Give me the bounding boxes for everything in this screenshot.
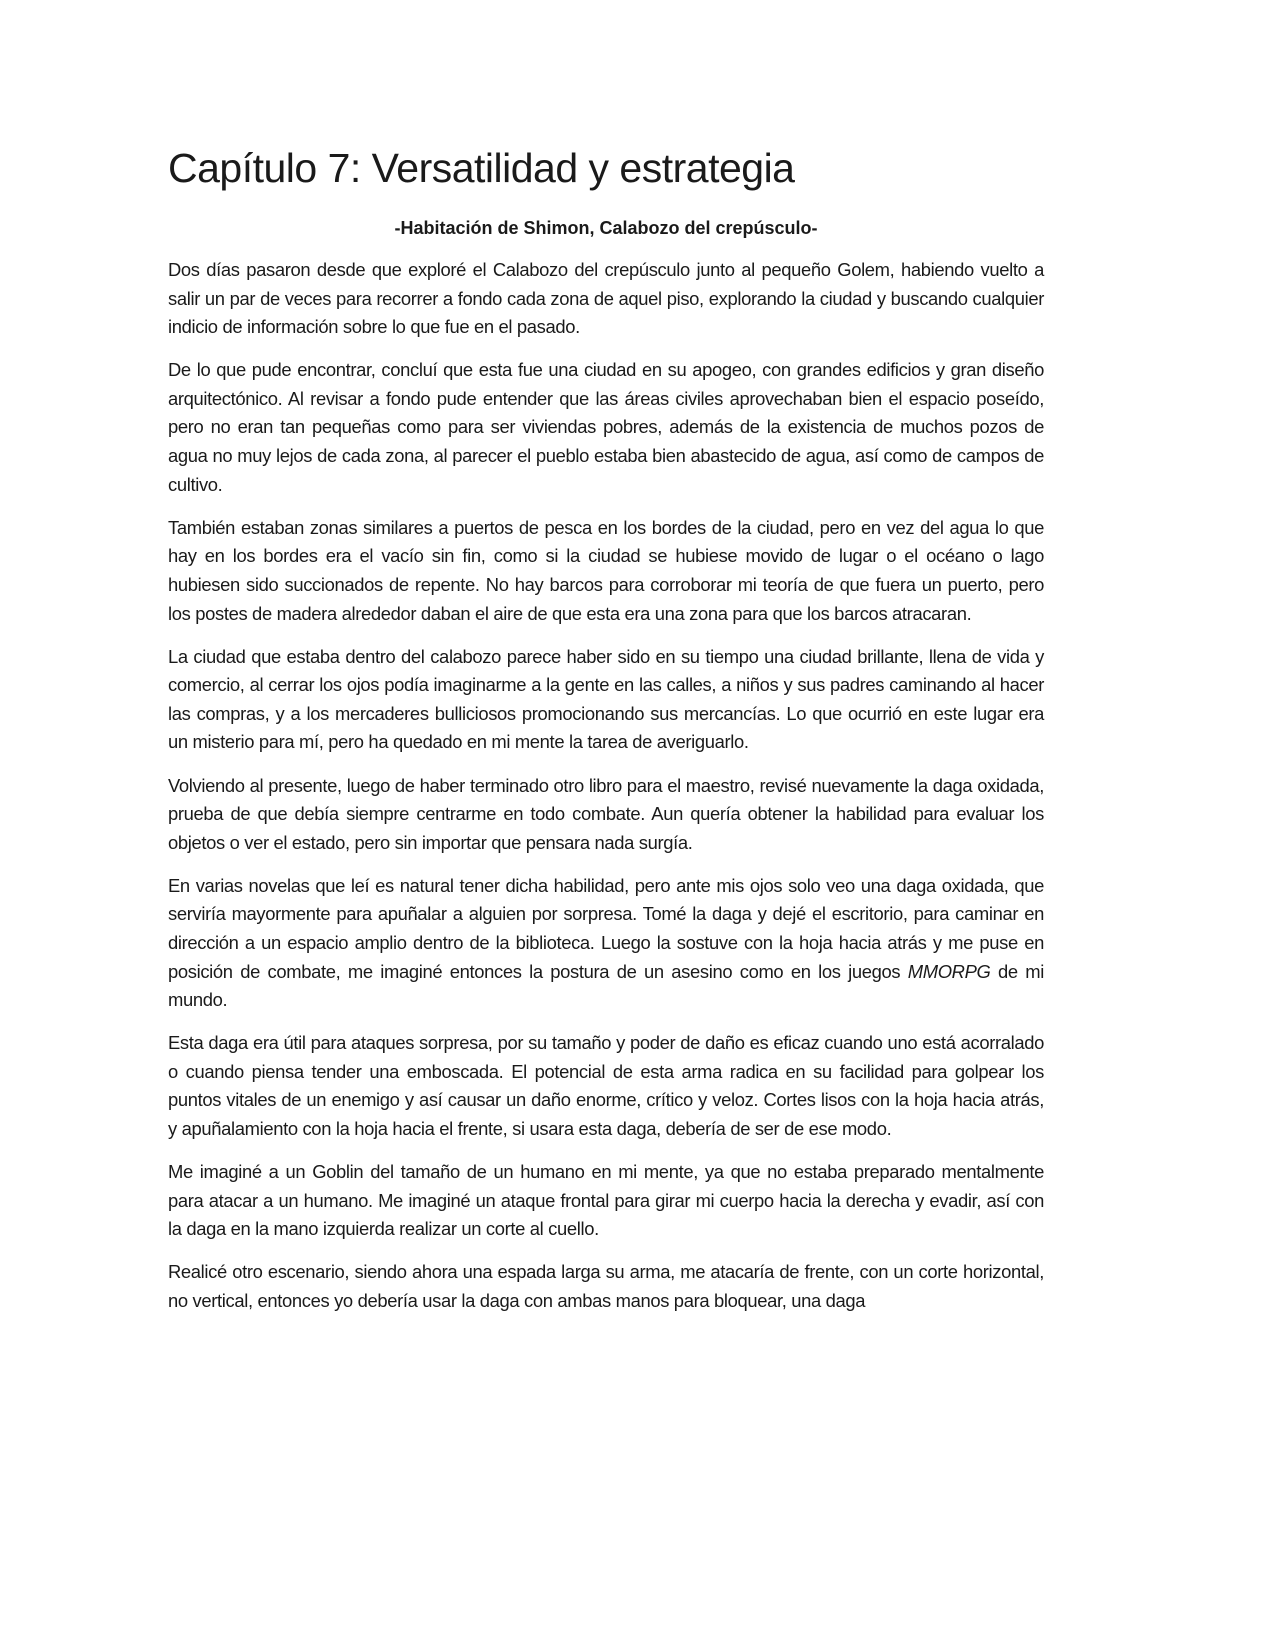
scene-heading: -Habitación de Shimon, Calabozo del crepúsculo- bbox=[394, 218, 818, 238]
paragraph: Realicé otro escenario, siendo ahora una espada larga su arma, me atacaría de frente, con un corte horizontal, no vertical, entonces yo debería usar la daga con ambas manos para bloquear, una daga bbox=[168, 1261, 1044, 1311]
paragraph: También estaban zonas similares a puertos de pesca en los bordes de la ciudad, pero en vez del agua lo que hay en los bordes era el vacío sin fin, como si la ciudad se hubiese movido de lugar o el océano o lago hubiesen sido succionados de repente. No hay barcos para corroborar mi teoría de que fuera un puerto, pero los postes de madera alrededor daban el aire de que esta era una zona para que los barcos atracaran. bbox=[168, 516, 1044, 624]
paragraph bbox=[168, 872, 1044, 1015]
chapter-title: Capítulo 7: Versatilidad y estrategia bbox=[168, 145, 795, 191]
italic-term: MMORPG bbox=[907, 960, 991, 982]
paragraph: Esta daga era útil para ataques sorpresa, por su tamaño y poder de daño es eficaz cuando uno está acorralado o cuando piensa tender una emboscada. El potencial de esta arma radica en su facilidad para golpear los puntos vitales de un enemigo y así causar un daño enorme, crítico y veloz. Cortes lisos con la hoja hacia atrás, y apuñalamiento con la hoja hacia el frente, si usara esta daga, debería de ser de ese modo. bbox=[168, 1032, 1044, 1140]
paragraph: Dos días pasaron desde que exploré el Calabozo del crepúsculo junto al pequeño Golem, habiendo vuelto a salir un par de veces para recorrer a fondo cada zona de aquel piso, explorando la ciudad y buscando cualquier indicio de información sobre lo que fue en el pasado. bbox=[168, 259, 1044, 338]
document-page bbox=[168, 140, 1044, 1330]
paragraph: La ciudad que estaba dentro del calabozo parece haber sido en su tiempo una ciudad brillante, llena de vida y comercio, al cerrar los ojos podía imaginarme a la gente en las calles, a niños y sus padres caminando al hacer las compras, y a los mercaderes bulliciosos promocionando sus mercancías. Lo que ocurrió en este lugar era un misterio para mí, pero ha quedado en mi mente la tarea de averiguarlo. bbox=[168, 645, 1044, 753]
paragraph: Me imaginé a un Goblin del tamaño de un humano en mi mente, ya que no estaba preparado mentalmente para atacar a un humano. Me imaginé un ataque frontal para girar mi cuerpo hacia la derecha y evadir, así con la daga en la mano izquierda realizar un corte al cuello. bbox=[168, 1161, 1044, 1240]
paragraph-text: de mi mundo. bbox=[168, 960, 1044, 1011]
paragraph: De lo que pude encontrar, concluí que esta fue una ciudad en su apogeo, con grandes edificios y gran diseño arquitectónico. Al revisar a fondo pude entender que las áreas civiles aprovechaban bien el espacio poseído, pero no eran tan pequeñas como para ser viviendas pobres, además de la existencia de muchos pozos de agua no muy lejos de cada zona, al parecer el pueblo estaba bien abastecido de agua, así como de campos de cultivo. bbox=[168, 359, 1044, 495]
paragraph: Volviendo al presente, luego de haber terminado otro libro para el maestro, revisé nuevamente la daga oxidada, prueba de que debía siempre centrarme en todo combate. Aun quería obtener la habilidad para evaluar los objetos o ver el estado, pero sin importar que pensara nada surgía. bbox=[168, 774, 1044, 853]
paragraph-text: En varias novelas que leí es natural tener dicha habilidad, pero ante mis ojos solo veo una daga oxidada, que serviría mayormente para apuñalar a alguien por sorpresa. Tomé la daga y dejé el escritorio, para caminar en dirección a un espacio amplio dentro de la biblioteca. Luego la sostuve con la hoja hacia atrás y me puse en posición de combate, me imaginé entonces la postura de un asesino como en los juegos bbox=[168, 874, 1044, 982]
